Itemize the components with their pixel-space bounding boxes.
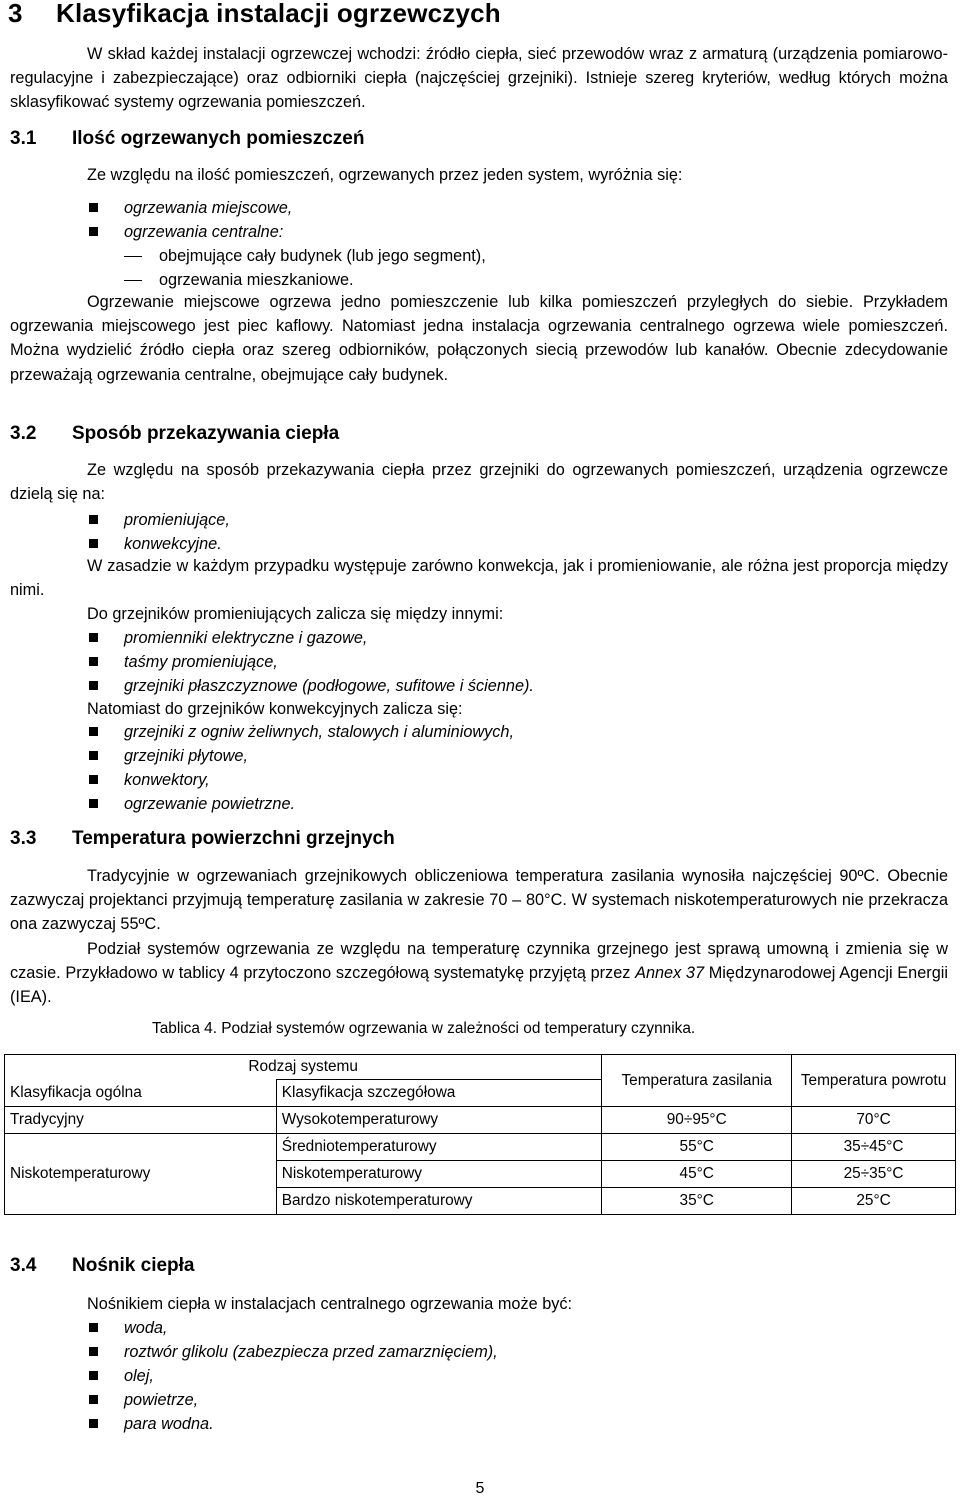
- header-detail-class: Klasyfikacja szczegółowa: [276, 1080, 602, 1107]
- section-title: Ilość ogrzewanych pomieszczeń: [72, 128, 365, 149]
- list-item: ogrzewania miejscowe,: [86, 196, 292, 220]
- section-3-4-intro: Nośnikiem ciepła w instalacjach centralnego ogrzewania może być:: [87, 1295, 573, 1313]
- table-cell: 25÷35°C: [792, 1161, 956, 1188]
- table-cell: Wysokotemperaturowy: [276, 1107, 602, 1134]
- table-header-row: [5, 1055, 956, 1080]
- list-item: grzejniki płytowe,: [86, 744, 514, 768]
- table-cell: 70°C: [792, 1107, 956, 1134]
- table-cell: 90÷95°C: [602, 1107, 792, 1134]
- list-item: promienniki elektryczne i gazowe,: [86, 626, 534, 650]
- central-heating-sublist: [123, 244, 486, 292]
- convection-heaters-list: [86, 720, 514, 816]
- table-cell: Bardzo niskotemperaturowy: [276, 1188, 602, 1215]
- list-item: konwekcyjne.: [86, 532, 230, 556]
- section-3-1-heading: [10, 128, 364, 150]
- list-item: grzejniki płaszczyznowe (podłogowe, sufitowe i ścienne).: [86, 674, 534, 698]
- table-caption: Tablica 4. Podział systemów ogrzewania w zależności od temperatury czynnika.: [152, 1020, 696, 1037]
- header-general-class: Klasyfikacja ogólna: [5, 1080, 277, 1107]
- temperature-classification-table: [4, 1054, 956, 1215]
- table-row: [5, 1134, 956, 1161]
- convection-heaters-intro: Natomiast do grzejników konwekcyjnych zalicza się:: [87, 700, 463, 718]
- section-3-3-heading: [10, 828, 395, 850]
- table-cell: Średniotemperaturowy: [276, 1134, 602, 1161]
- header-supply-temperature: Temperatura zasilania: [602, 1055, 792, 1107]
- list-item: obejmujące cały budynek (lub jego segment),: [123, 244, 486, 268]
- table-cell: Niskotemperaturowy: [5, 1134, 277, 1215]
- text-span: Podział systemów ogrzewania ze względu na temperaturę czynnika grzejnego jest sprawą umowną i zmienia się w czasie. Przykładowo w tablicy 4 przytoczono szczegółową systematykę przyjętą przez: [10, 940, 948, 983]
- radiant-heaters-list: [86, 626, 534, 698]
- table-cell: 45°C: [602, 1161, 792, 1188]
- intro-paragraph: W skład każdej instalacji ogrzewczej wchodzi: źródło ciepła, sieć przewodów wraz z armaturą (urządzenia pomiarowo-regulacyjne i zabezpieczające) oraz odbiorniki ciepła (najczęściej grzejniki). Istnieje szereg kryteriów, według których można sklasyfikować systemy ogrzewania pomieszczeń.: [10, 45, 948, 112]
- list-item: ogrzewania centralne:: [86, 220, 292, 244]
- table-cell: Niskotemperaturowy: [276, 1161, 602, 1188]
- list-item: taśmy promieniujące,: [86, 650, 534, 674]
- chapter-heading: [8, 0, 501, 29]
- radiant-heaters-intro: Do grzejników promieniujących zalicza się między innymi:: [87, 605, 504, 623]
- chapter-number: 3: [8, 0, 23, 28]
- list-item: ogrzewanie powietrzne.: [86, 792, 514, 816]
- annex-reference: Annex 37: [635, 964, 705, 983]
- section-3-3-paragraph-2: [10, 937, 948, 1010]
- section-title: Nośnik ciepła: [72, 1255, 195, 1276]
- list-item: olej,: [86, 1364, 498, 1388]
- list-item: woda,: [86, 1316, 498, 1340]
- section-3-2-paragraph: W zasadzie w każdym przypadku występuje zarówno konwekcja, jak i promieniowanie, ale różna jest proporcja między nimi.: [10, 557, 948, 600]
- chapter-title: Klasyfikacja instalacji ogrzewczych: [56, 0, 501, 28]
- section-number: 3.3: [10, 828, 37, 849]
- header-return-temperature: Temperatura powrotu: [792, 1055, 956, 1107]
- section-3-2-heading: [10, 423, 339, 445]
- section-3-4-heading: [10, 1255, 195, 1277]
- table-cell: 25°C: [792, 1188, 956, 1215]
- table-row: [5, 1107, 956, 1134]
- table-cell: 55°C: [602, 1134, 792, 1161]
- list-item: roztwór glikolu (zabezpiecza przed zamarznięciem),: [86, 1340, 498, 1364]
- section-number: 3.1: [10, 128, 37, 149]
- section-3-1-paragraph: Ogrzewanie miejscowe ogrzewa jedno pomieszczenie lub kilka pomieszczeń przyległych do siebie. Przykładem ogrzewania miejscowego jest piec kaflowy. Natomiast jedna instalacja ogrzewania centralnego ogrzewa wiele pomieszczeń. Można wydzielić źródło ciepła oraz szereg odbiorników, połączonych siecią przewodów lub kanałów. Obecnie zdecydowanie przeważają ogrzewania centralne, obejmujące cały budynek.: [10, 293, 948, 384]
- section-3-3-paragraph-1: Tradycyjnie w ogrzewaniach grzejnikowych obliczeniowa temperatura zasilania wynosiła najczęściej 90ºC. Obecnie zazwyczaj projektanci przyjmują temperaturę zasilania w zakresie 70 – 80°C. W systemach niskotemperaturowych nie przekracza ona zazwyczaj 55ºC.: [10, 867, 948, 934]
- header-system-type: Rodzaj systemu: [5, 1055, 602, 1080]
- section-3-2-intro: Ze względu na sposób przekazywania ciepła przez grzejniki do ogrzewanych pomieszczeń, urządzenia ogrzewcze dzielą się na:: [10, 461, 948, 504]
- section-number: 3.2: [10, 423, 37, 444]
- list-item: promieniujące,: [86, 508, 230, 532]
- table-cell: 35°C: [602, 1188, 792, 1215]
- section-title: Sposób przekazywania ciepła: [72, 423, 340, 444]
- list-item: grzejniki z ogniw żeliwnych, stalowych i aluminiowych,: [86, 720, 514, 744]
- heat-carrier-list: [86, 1316, 498, 1436]
- table-cell: 35÷45°C: [792, 1134, 956, 1161]
- section-3-1-intro: Ze względu na ilość pomieszczeń, ogrzewanych przez jeden system, wyróżnia się:: [87, 166, 683, 184]
- page-number: 5: [475, 1480, 485, 1497]
- text-span: Międzynarodowej Agencji Energii (IEA).: [10, 964, 948, 1007]
- section-title: Temperatura powierzchni grzejnych: [72, 828, 395, 849]
- table-cell: Tradycyjny: [5, 1107, 277, 1134]
- heating-scope-list: [86, 196, 292, 244]
- section-number: 3.4: [10, 1255, 37, 1276]
- list-item: konwektory,: [86, 768, 514, 792]
- list-item: powietrze,: [86, 1388, 498, 1412]
- list-item: ogrzewania mieszkaniowe.: [123, 268, 486, 292]
- transfer-method-list: [86, 508, 230, 556]
- list-item: para wodna.: [86, 1412, 498, 1436]
